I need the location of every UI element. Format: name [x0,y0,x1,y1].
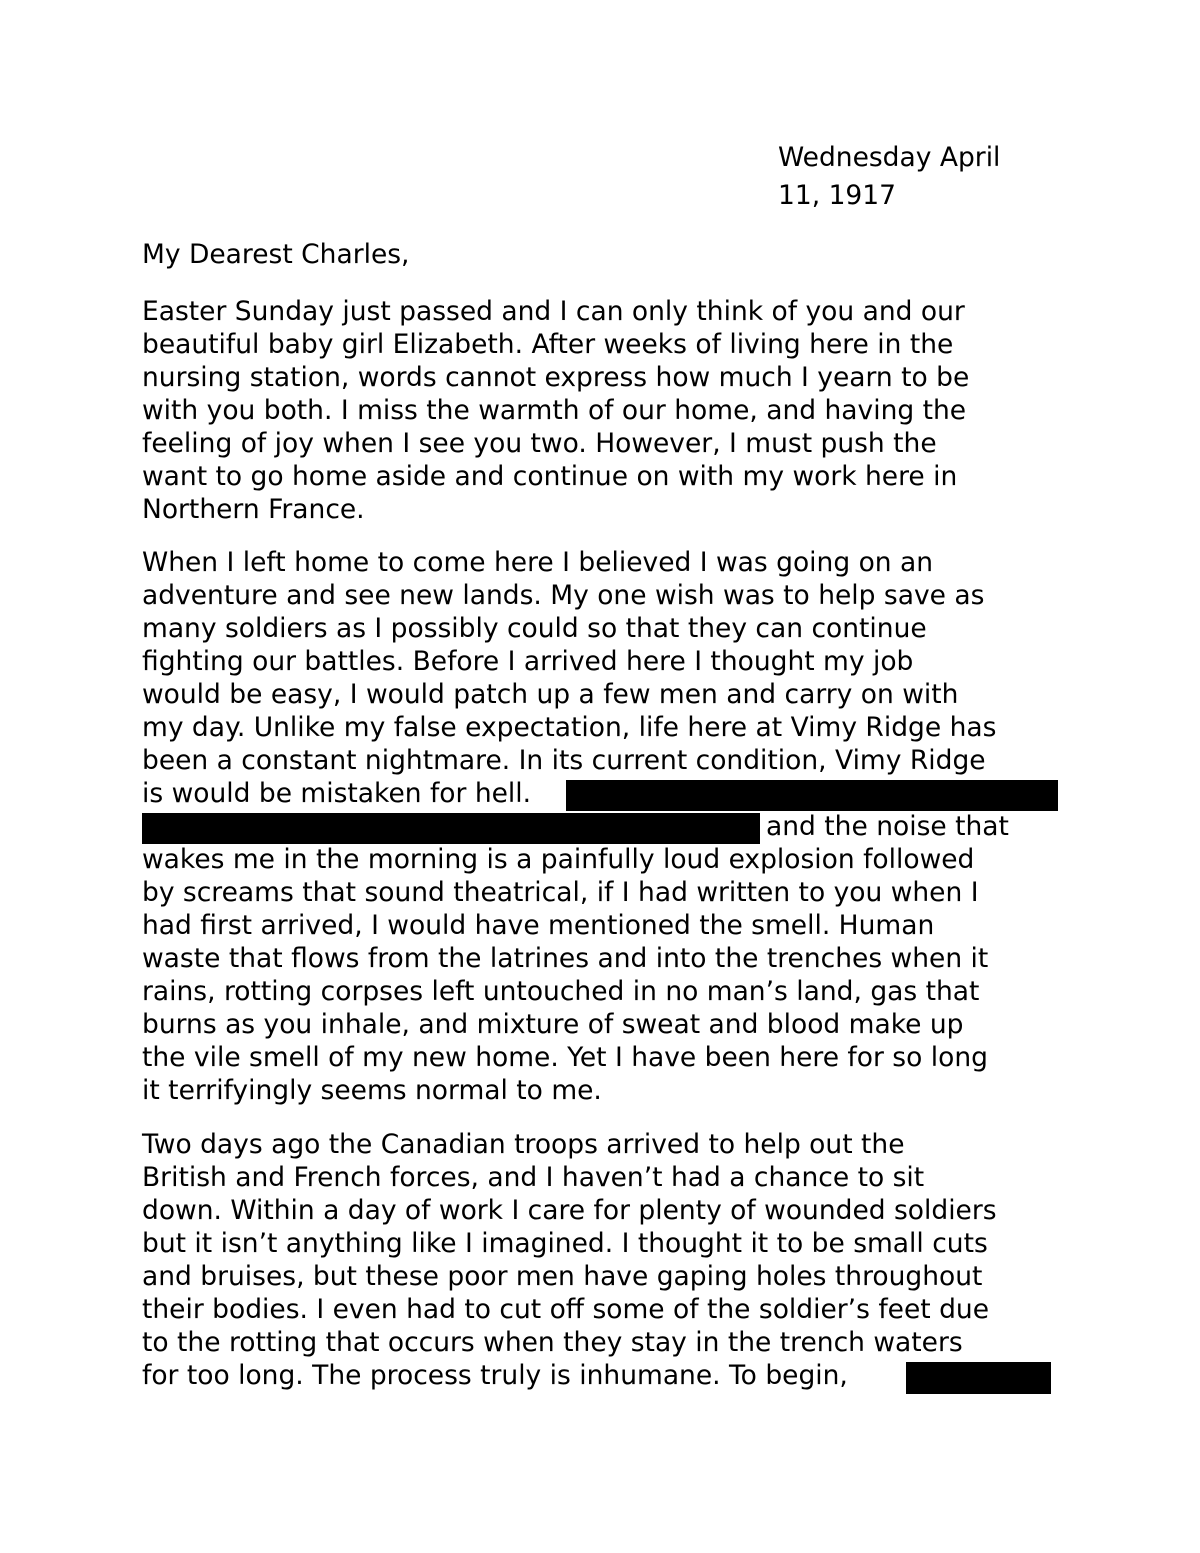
salutation: My Dearest Charles, [142,239,410,270]
paragraph-line: to the rotting that occurs when they stay in the trench waters [142,1327,963,1358]
redaction-bar [566,780,1058,811]
paragraph-line: fighting our battles. Before I arrived here I thought my job [142,646,914,677]
paragraph-line: been a constant nightmare. In its current condition, Vimy Ridge [142,745,986,776]
paragraph-line: would be easy, I would patch up a few men and carry on with [142,679,959,710]
paragraph-line: adventure and see new lands. My one wish was to help save as [142,580,985,611]
paragraph-line: Two days ago the Canadian troops arrived to help out the [142,1129,905,1160]
paragraph-line: want to go home aside and continue on with my work here in [142,461,958,492]
paragraph-line: beautiful baby girl Elizabeth. After weeks of living here in the [142,329,954,360]
paragraph-line: wakes me in the morning is a painfully loud explosion followed [142,844,975,875]
paragraph-line: their bodies. I even had to cut off some of the soldier’s feet due [142,1294,990,1325]
redaction-bar [906,1362,1051,1394]
paragraph-line: and the noise that [766,811,1009,842]
paragraph-line: and bruises, but these poor men have gaping holes throughout [142,1261,983,1292]
paragraph-line: for too long. The process truly is inhumane. To begin, [142,1360,848,1391]
paragraph-line: many soldiers as I possibly could so that they can continue [142,613,927,644]
redaction-bar [142,813,760,844]
paragraph-line: rains, rotting corpses left untouched in no man’s land, gas that [142,976,980,1007]
paragraph-line: is would be mistaken for hell. [142,778,532,809]
paragraph-line: Easter Sunday just passed and I can only think of you and our [142,296,965,327]
paragraph-line: but it isn’t anything like I imagined. I thought it to be small cuts [142,1228,988,1259]
paragraph-line: When I left home to come here I believed I was going on an [142,547,934,578]
paragraph-line: British and French forces, and I haven’t had a chance to sit [142,1162,925,1193]
paragraph-line: burns as you inhale, and mixture of sweat and blood make up [142,1009,964,1040]
date-line-1: Wednesday April [778,142,1001,173]
paragraph-line: Northern France. [142,494,365,525]
paragraph-line: down. Within a day of work I care for plenty of wounded soldiers [142,1195,997,1226]
paragraph-line: it terrifyingly seems normal to me. [142,1075,602,1106]
paragraph-line: feeling of joy when I see you two. However, I must push the [142,428,937,459]
paragraph-line: by screams that sound theatrical, if I had written to you when I [142,877,979,908]
date-line-2: 11, 1917 [778,180,897,211]
paragraph-line: nursing station, words cannot express how much I yearn to be [142,362,970,393]
paragraph-line: waste that flows from the latrines and into the trenches when it [142,943,989,974]
paragraph-line: had first arrived, I would have mentioned the smell. Human [142,910,935,941]
paragraph-line: the vile smell of my new home. Yet I have been here for so long [142,1042,988,1073]
paragraph-line: with you both. I miss the warmth of our home, and having the [142,395,967,426]
paragraph-line: my day. Unlike my false expectation, life here at Vimy Ridge has [142,712,997,743]
